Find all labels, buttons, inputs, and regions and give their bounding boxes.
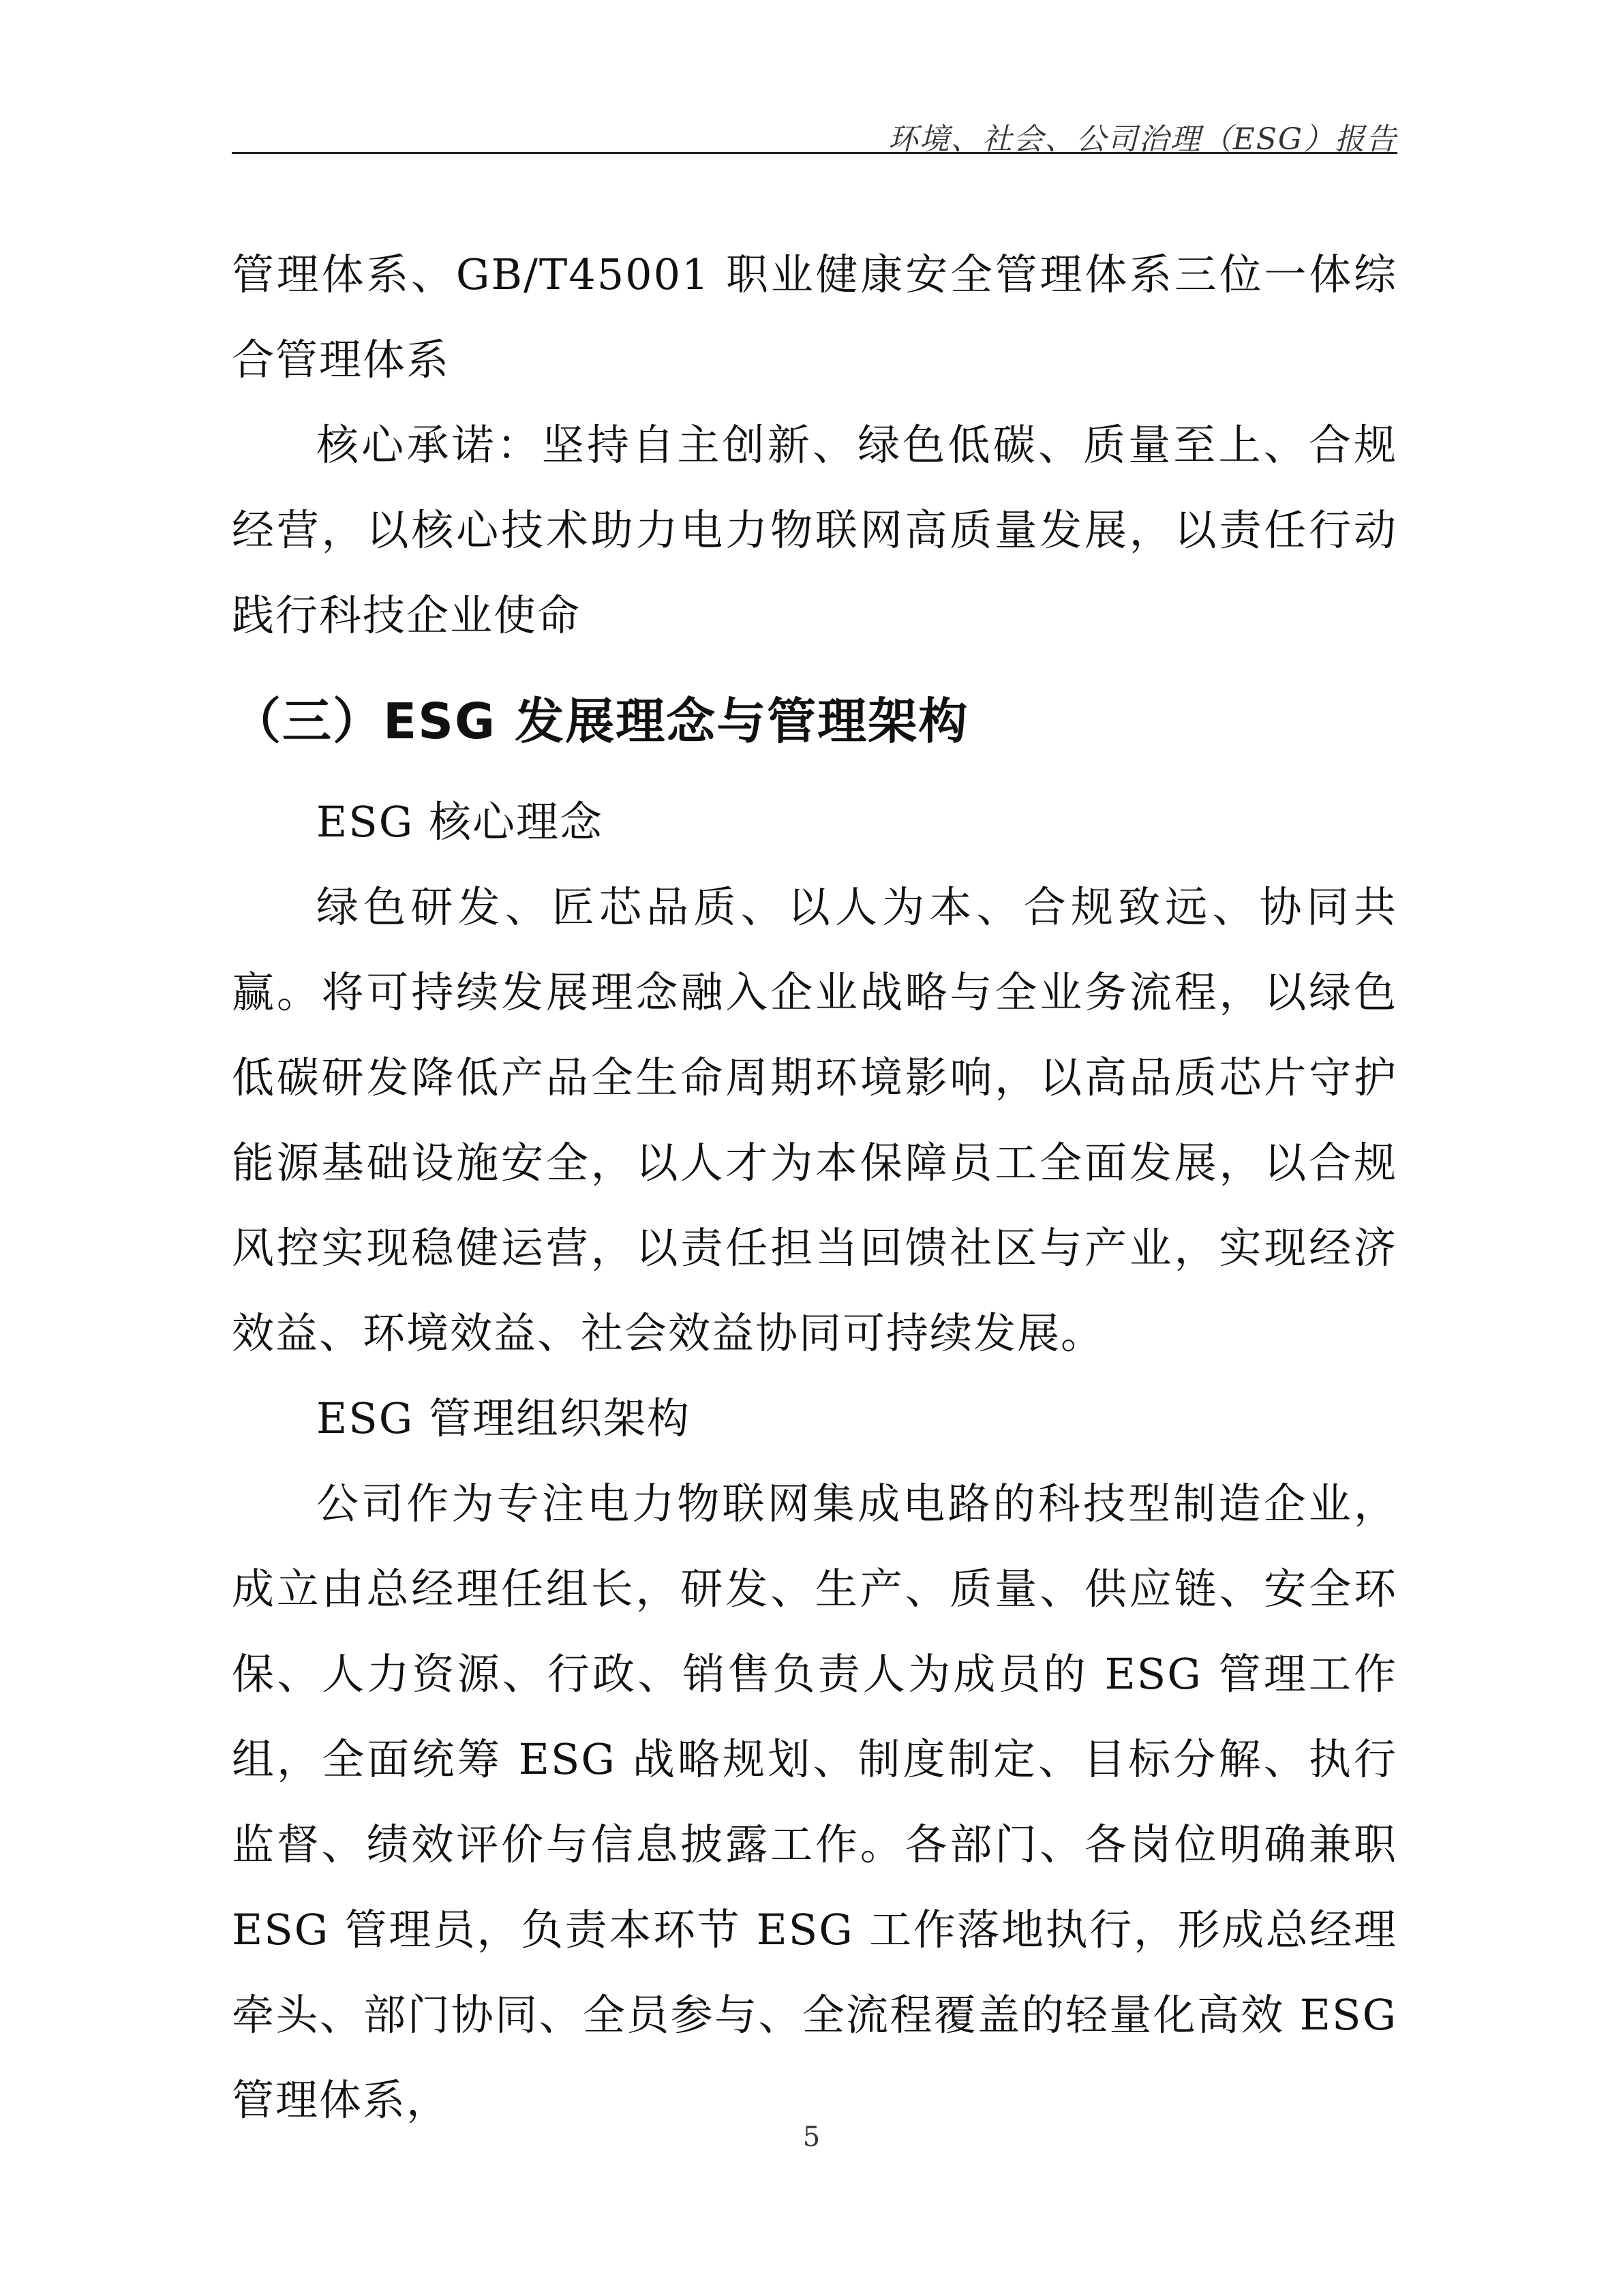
paragraph-esg-structure: 公司作为专注电力物联网集成电路的科技型制造企业，成立由总经理任组长，研发、生产、质量、供应链、安全环保、人力资源、行政、销售负责人为成员的 ESG 管理工作组，全面统筹 ESG 战略规划、制度制定、目标分解、执行监督、绩效评价与信息披露工作。各部门、各岗位明确兼职 ESG 管理员，负责本环节 ESG 工作落地执行，形成总经理牵头、部门协同、全员参与、全流程覆盖的轻量化高效 ESG 管理体系， bbox=[232, 1479, 1397, 2125]
page-number: 5 bbox=[802, 2121, 821, 2153]
header-rule bbox=[232, 152, 1397, 154]
subheading-esg-concept: ESG 核心理念 bbox=[316, 797, 603, 847]
paragraph-esg-concept: 绿色研发、匠芯品质、以人为本、合规致远、协同共赢。将可持续发展理念融入企业战略与全业务流程，以绿色低碳研发降低产品全生命周期环境影响，以高品质芯片守护能源基础设施安全，以人才为本保障员工全面发展，以合规风控实现稳健运营，以责任担当回馈社区与产业，实现经济效益、环境效益、社会效益协同可持续发展。 bbox=[232, 882, 1397, 1358]
section-heading: （三）ESG 发展理念与管理架构 bbox=[232, 693, 969, 750]
body-text bbox=[232, 232, 1397, 2143]
running-header-title: 环境、社会、公司治理（ESG）报告 bbox=[888, 122, 1397, 157]
subheading-esg-structure: ESG 管理组织架构 bbox=[316, 1393, 691, 1443]
paragraph-core-commitment: 核心承诺：坚持自主创新、绿色低碳、质量至上、合规经营，以核心技术助力电力物联网高质量发展，以责任行动践行科技企业使命 bbox=[232, 420, 1397, 640]
paragraph-continuation: 管理体系、GB/T45001 职业健康安全管理体系三位一体综合管理体系 bbox=[232, 250, 1397, 384]
